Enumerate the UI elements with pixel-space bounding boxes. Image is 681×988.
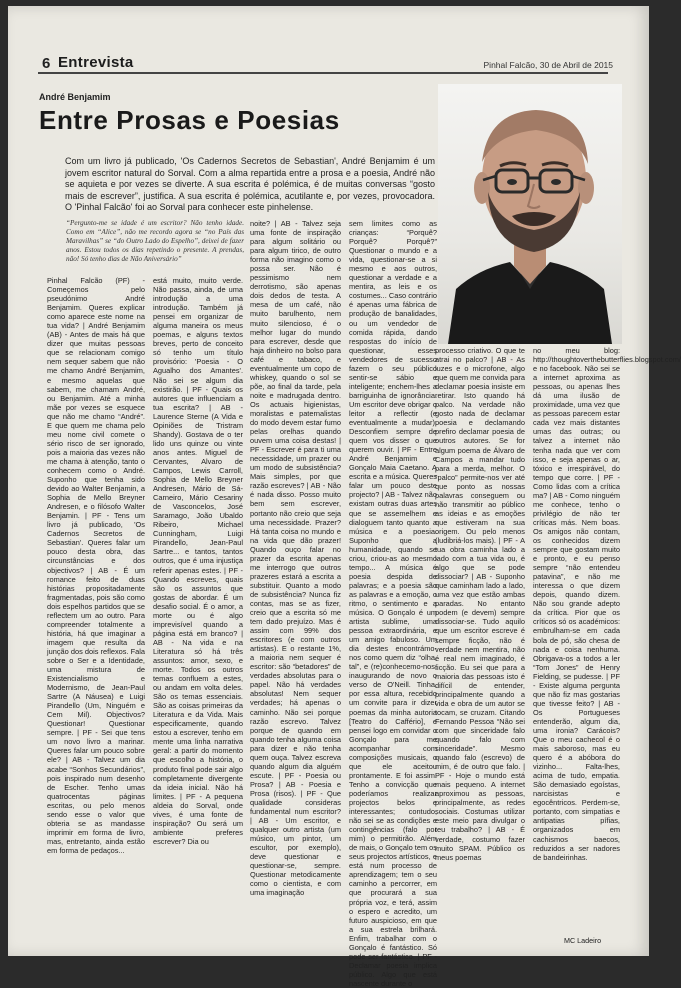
column-text: está muito, muito verde. Não passa, ainda, de uma introdução a uma introdução. Também já pensei em organizar de alguma maneira os meus poemas, e alguns textos breves, perto de conceito só tenho um título provisório: 'Poesia - O Agualho dos Amantes'. Não sei se algum dia existirão. | PF - Quais os autores que influenciam a tua escrita? | AB - Laurence Sterne (A Vida e Opiniões de Tristram Shandy). Gostava de o ter lido uns quinze ou vinte anos antes. Miguel de Cervantes, Alvaro de Campos, Lewis Carroll, Sophia de Mello Breyner Andresen, Mário de Sá-Carneiro, Mário Cesariny de Vasconcelos, José Saramago, João Ubaldo Ribeiro, Michael Cunningham, Luigi Pirandello, Jean-Paul Sartre... e tantos, tantos outros, que é uma injustiça referir apenas estes. | PF - Quando escreves, quais são os assuntos que gostas de abordar. É um desafio social. É o amor, a morte ou é algo imprevisível quando a página está em branco? | AB - Na vida e na Literatura só há três assuntos: amor, sexo, e morte. Todos os outros temas confluem a estes, ou andam em volta deles. São os temas essenciais. São as coisas primeiras da Literatura e da Vida. Mais especificamente, quando estou a escrever, tenho em mente uma linha narrativa geral: a partir do momento que escolho a história, o produto final pode sair algo completamente divergente da ideia inicial. Não há limites. | PF - A pequena aldeia do Sorval, onde vives, é uma fonte de inspiração? Ou será um ambiente preferes escrever? Dia ou: [153, 276, 243, 846]
article-signature: MC Ladeiro: [564, 936, 602, 945]
column-text: sem limites como as crianças: “Porquê? Porquê? Porquê?” Questionar o mundo e a vida, questionar-se a si mesmo e aos outros, questionar a verdade e a mentira, as leis e os costumes... Caso contrário é apenas uma fábrica de produção de banalidades, ou um vendedor de comida rápida, dando respostas do início de questionar, esses vendedores de sucesso fazem o seu público sentir-se sábio e inteligente; enchem-lhes a barriguinha de ignorância. Um escritor deve obrigar o leitor a reflectir (e eventualmente a mudar). Desconfiem sempre de quem vos disser o que querem ouvir. | PF - Entre André Benjamim e Gonçalo Maia Caetano. A escrita e a música. Queres falar um pouco deste projecto? | AB - Talvez não existam outras duas artes que se assemelhem e dialoguem tanto quanto a música e a poesia. Suponho que a humanidade, quando se criou, criou-as ao mesmo tempo... A música é poesia despida de palavras; e a poesia são as palavras e a emoção, o ritmo, o sentimento e a música. O Gonçalo é um artista sublime, uma pessoa extraordinária, e um amigo fabuloso. Um dia destes encontrámo-nos como quem diz “olha, tal”, e (re)conhecemo-nos, inaugurando de novo o verso de O'Neill. Tinha, por essa altura, recebido um convite para ir dizer poemas da minha autoria [Teatro do Caffério], e pensei logo em convidar o Gonçalo para me acompanhar com composições musicais, o que ele aceitou prontamente. E foi assim. Tenho a convicção que poderíamos realizar projectos belos e interessantes; contudo, não sei se as condições e contingências (falo por mim) o permitirão. Além de mais, o Gonçalo tem os seus projectos artísticos, e está num processo de aprendizagem; tem o seu caminho a percorrer, em que procurará a sua própria voz, e terá, assim o espero e acredito, um futuro auspicioso, em que a sua estrela brilhará. Enfim, trabalhar com o Gonçalo é fantástico. Só pode ser fantástico. | PF - Declamar poesia implica público. Algo que está nascente durante o: [349, 219, 437, 988]
article-lead: Com um livro já publicado, 'Os Cadernos Secretos de Sebastian', André Benjamim é um jovem escritor natural do Sorval. Com a alma repartida entre a prosa e a poesia, André não se aquieta e por vezes se diverte. A sua escrita é polémica, é de muitas conversas “gosto mais de escrever”, justifica. A sua escrita é polémica, acutilante e, por vezes, provocadora. O 'Pinhal Falcão' foi ao Sorval para conhecer este pinhelense.: [65, 156, 435, 212]
page-header: [8, 6, 649, 82]
column-text: processo criativo. O que te atrai no palco? | AB - As luzes e o microfone, algo que quem me convida para declamar poesia insiste em retirar. Isto quando há palco. Na verdade não gosto nada de declamar poesia e declamando prefiro declamar poesia de outros autores. Se for algum poema de Álvaro de Campos a mandar tudo para a merda, melhor. O “palco” permite-nos ver até que ponto as nossas palavras conseguem ou não transmitir ao público as ideias e as emoções que estiveram na sua origem. Ou pelo menos (ludibriá-los mais). | PF - A tua obra caminha lado a lado com a tua vida ou, é algo que se pode dissociar? | AB - Suponho que caminham lado a lado, uma vez que estão ambas paradas. No entanto podem (e devem) sempre dissociar-se. Tudo aquilo que um escritor escreve é sempre ficção, não é verdade nem mentira, não é real nem imaginado, é ficção. Eu sei que para a maioria das pessoas isto é difícil de entender, principalmente quando a vida e obra de um autor se tocam, se cruzam. Citando Fernando Pessoa “Não sei com que sinceridade falo quando falo com sinceridade”. Mesmo quando falo (escrevo) de mim, é de outro que falo. | PF - Hoje o mundo está mais pequeno. A internet aproximou as pessoas, principalmente, as redes sociais. Costumas utilizar este meio para divulgar o teu trabalho? | AB - É verdade, costumo fazer muito SPAM. Público os meus poemas: [435, 346, 525, 862]
text-column-4: [349, 219, 437, 988]
section-title: Entrevista: [58, 54, 134, 71]
column-text: Pinhal Falcão (PF) - Começemos pelo pseudónimo André Benjamim. Queres explicar como aparece este nome na tua vida? | André Benjamim (AB) - Antes de mais há que dizer que muitas pessoas que se relacionam comigo nem sequer sabem que não me chamo André Benjamim, e mesmo aquelas que sabem, me chamam André, ou Benjamim. Até a minha mãe por vezes se esquece que não me chamo “André”. E que quem me chama pelo meu nome civil comete o sério risco de ser ignorado, pois a maioria das vezes não me chama à atenção, tanto o conhecem como o André. Suponho que tenha sido devido ao Walter Benjamin, a Sophia de Mello Breyner Andresen, e o filósofo Walter Benjamin. | PF - Tens um livro já publicado, 'Os Cadernos Secretos de Sebastian'. Queres falar um pouco desta obra, das circunstâncias e dos objectivos? | AB - É um romance feito de duas histórias propositadamente fragmentadas, pois são como dois espelhos partidos que se reflectem um ao outro. Para compreender totalmente a história, há que imaginar a imagem que resulta da junção dos dois reflexos. Fala sobre o Ser e a Identidade, uma mistura de Existencialismo e Modernismo, de Jean-Paul Sartre (A Náusea) e Luigi Pirandello (Um, Ninguém e Cem Mil). Objectivos? Questionar! Questionar sempre. | PF - Sei que tens um novo livro a marinar. Queres falar um pouco sobre ele? | AB - Talvez um dia acabe “Sonhos Secundários”, pois inspirado num desenho de Escher. Tenho umas quatrocentas páginas escritas, ou pelo menos sendo esse o valor que obteria se as mandasse imprimir em forma de livro, mas, entretanto, ainda estão em forma de pedaços...: [47, 276, 145, 855]
text-column-5: [435, 346, 525, 931]
author-photo: [438, 84, 622, 344]
column-text: noite? | AB - Talvez seja uma fonte de inspiração para algum solitário ou para algum tirico, de outro forma não imagino como o possa ser. Não é pessimismo nem derrotismo, são apenas dois dedos de testa. A mesa de um café, não muito barulhento, nem muito silencioso, é o melhor lugar do mundo para escrever, desde que haja dinheiro no bolso para café e tabaco, e eventualmente um copo de whiskey, quando o sol se põe, ao final da tarde, pela noite e madrugada dentro. Os actuais higienistas, moralistas e paternalistas do modo devem estar fumo pelas orelhas quando ouvem uma coisa destas! | PF - Escrever é para ti uma necessidade, um prazer ou um modo de subsistência? Mais simples, por que razão escreves? | AB - Não é nada disso. Posso muito bem sem escrever, portanto não creio que seja uma necessidade. Prazer? Há tanta coisa no mundo e na vida que dão prazer! Quando ouço falar no prazer da escrita apenas me interrogo que outros prazeres estará a escrita a substituir. Quanto a modo de subsistência? Nunca fiz contas, mas se as fizer, creio que a escrita só me tem dado prejuízo. Mas é assim com 99% dos escritores (e com outros artistas). E o restante 1%, a maioria nem sequer é escritor: são “betadores” de verdades absolutas para o papel. Não há verdades absolutas! Nem sequer verdades; há apenas o caminho. Não sei porque razão escrevo. Talvez porque de quando em quando tenha alguma coisa para dizer e não tenha quem ouça. Talvez escreva quando algum dia alguém escute. | PF - Poesia ou Prosa? | AB - Poesia e Prosa (risos). | PF - Que qualidade consideras fundamental num escritor? | AB - Um escritor, e qualquer outro artista (um músico, um pintor, um escultor, por exemplo), deve questionar e questionar-se, sempre. Questionar metodicamente como o cientista, e com uma imaginação: [250, 219, 341, 898]
text-column-3: [250, 219, 341, 934]
text-column-6: [533, 346, 681, 931]
column-text: no meu blog: http://thoughtoverthebutterflies.blogspot.com/ e no facebook. Não sei se a internet aproxima as pessoas, ou apenas lhes dá uma ilusão de proximidade, uma vez que as pessoas parecem estar cada vez mais distantes umas das outras; ou talvez a internet não tenha nada que ver com isso, e seja apenas o ar, tóxico e irrespirável, do tempo que corre. | PF - Como lidas com a crítica ma? | AB - Como ninguém me conhece, tenho o privilégio de não ter críticas más. Nem boas. Os amigos não contam, os conhecidos dizem sempre que gostam muito e pronto, e eu penso sempre “não entendeu patavina”, e não me interessa o que dizem depois, quando dizem. Não sou grande adepto da crítica. Pior que os críticos só os académicos: embrulham-se em cada bola de pó, são chesa de nada e coisa nenhuma. Obrigava-os a todos a ler “Tom Jones” de Henry Fielding, se pudesse. | PF - Existe alguma pergunta que não fiz mas gostarias que tivesse feito? | AB - Os Portugueses entenderão, algum dia, uma ironia? Carácois? Que o meu cachecol é o mais saboroso, mas eu quero é a abóbora do vizinho... Falta-lhes, acima de tudo, empatia. São demasiado egoístas, narcisistas e egocêntricos. Perdem-se, portanto, com simpatias e antipatias pífias, organizados em cachismos baecos, reduzidos a ser nadores de bandeirinhas.: [533, 346, 681, 862]
dateline: Pinhal Falcão, 30 de Abril de 2015: [483, 60, 613, 70]
text-column-2: [153, 276, 243, 938]
article-title: Entre Prosas e Poesias: [39, 105, 340, 135]
header-rule: [38, 72, 608, 74]
author-name: André Benjamim: [39, 92, 111, 102]
pull-quote: “Pergunto-me se idade é um escritor? Não tenho idade. Como em “Alice”, não me recordo agora se “no País das Maravilhas” se “do Outro Lado do Espelho”, deixei de fazer anos. Estou todos os dias repetindo o presente. A prendas, não! Só tenho dias de Não Aniversário”: [66, 219, 244, 263]
text-column-1: [47, 276, 145, 938]
page-number: 6: [42, 55, 51, 72]
newspaper-page: [8, 6, 681, 988]
portrait-illustration: [438, 84, 622, 344]
